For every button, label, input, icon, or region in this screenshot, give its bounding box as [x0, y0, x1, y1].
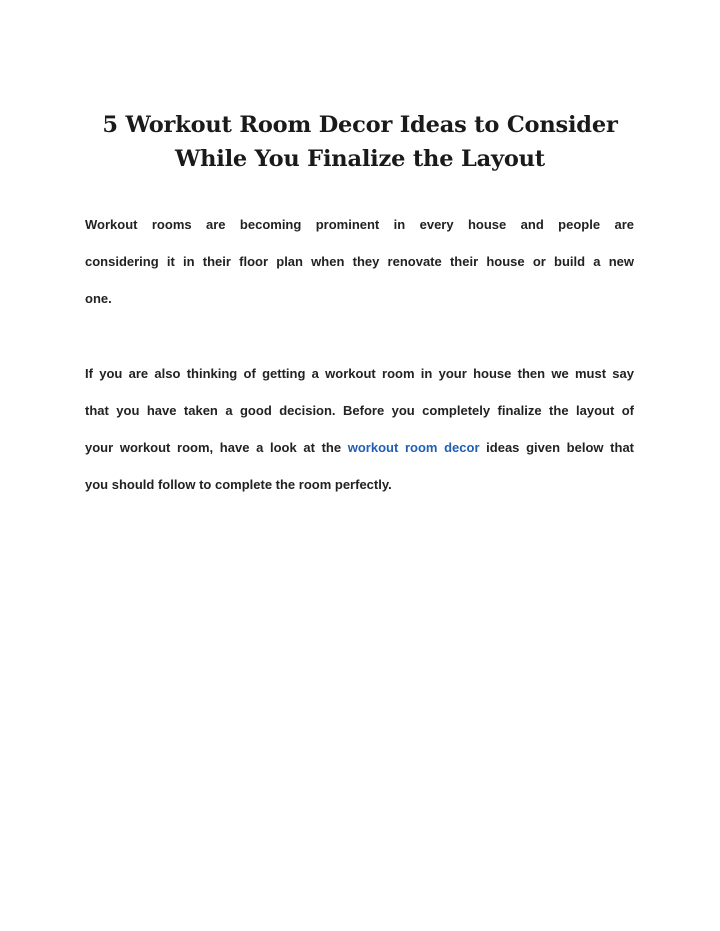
paragraph-line: Workout rooms are becoming prominent in every house and people are [85, 217, 634, 232]
paragraph-line: one. [85, 291, 112, 306]
paragraph-line-with-link [85, 439, 634, 457]
title-line-2: While You Finalize the Layout [175, 146, 545, 172]
workout-room-decor-link[interactable]: workout room decor [347, 440, 480, 455]
paragraph-line: you should follow to complete the room perfectly. [85, 477, 392, 492]
paragraph-line: considering it in their floor plan when they renovate their house or build a new [85, 254, 634, 269]
document-title [60, 108, 660, 176]
title-line-1: 5 Workout Room Decor Ideas to Consider [102, 112, 618, 138]
line-text-after-link: ideas given below that [479, 440, 635, 455]
paragraph-line: that you have taken a good decision. Before you completely finalize the layout of [85, 403, 634, 418]
paragraph-line: If you are also thinking of getting a workout room in your house then we must say [85, 366, 634, 381]
line-text-before-link: your workout room, have a look at the [85, 440, 348, 455]
